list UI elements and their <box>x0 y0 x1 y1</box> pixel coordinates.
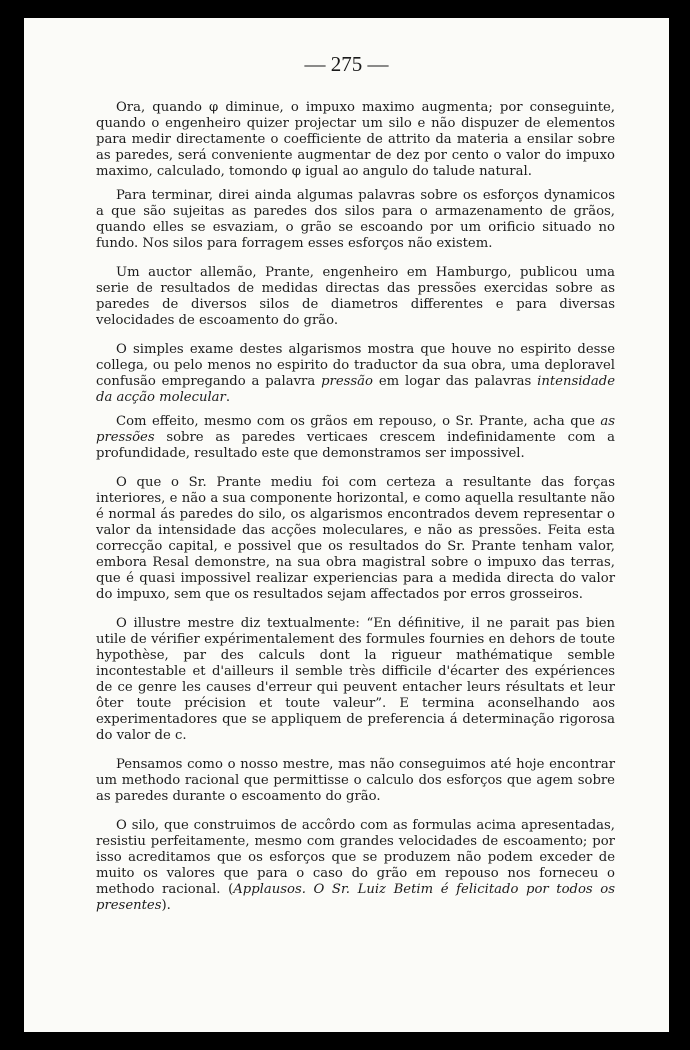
paragraph-6: O que o Sr. Prante mediu foi com certeza a resultante das forças interiores, e não a sua componente horizontal, e como aquella resultante não é normal ás paredes do silo, os algarismos encontrados devem representar o valor da intensidade das acções moleculares, e não as pressões. Feita esta correcção capital, e possivel que os resultados do Sr. Prante tenham valor, embora Resal demonstre, na sua obra magistral sobre o impuxo das terras, que é quasi impossivel realizar experiencias para a medida directa do valor do impuxo, sem que os resultados sejam affectados por erros grosseiros. <box>96 475 615 602</box>
paragraph-8: Pensamos como o nosso mestre, mas não conseguimos até hoje encontrar um methodo racional que permittisse o calculo dos esforços que agem sobre as paredes durante o escoamento do grão. <box>96 757 615 804</box>
paragraph-4: O simples exame destes algarismos mostra que houve no espirito desse collega, ou pelo menos no espirito do traductor da sua obra, uma deploravel confusão empregando a palavra pressão em logar das palavras intensidade da acção molecular. <box>96 342 615 405</box>
paragraph-7: O illustre mestre diz textualmente: “En définitive, il ne parait pas bien utile de vérifier expérimentalement des formules fournies en dehors de toute hypothèse, par des calculs dont la rigueur mathématique semble incontestable et d'ailleurs il semble très difficile d'écarter des expériences de ce genre les causes d'erreur qui peuvent entacher leurs résultats et leur ôter toute précision et toute valeur”. E termina aconselhando aos experimentadores que se appliquem de preferencia á determinação rigorosa do valor de c. <box>96 616 615 743</box>
page-number: — 275 — <box>304 52 389 76</box>
paragraph-3: Um auctor allemão, Prante, engenheiro em Hamburgo, publicou uma serie de resultados de medidas directas das pressões exercidas sobre as paredes de diversos silos de diametros differentes e para diversas velocidades de escoamento do grão. <box>96 265 615 328</box>
paragraph-9: O silo, que construimos de accôrdo com as formulas acima apresentadas, resistiu perfeitamente, mesmo com grandes velocidades de escoamento; por isso acreditamos que os esforços que se produzem não podem exceder de muito os valores que para o caso do grão em repouso nos forneceu o methodo racional. (Applausos. O Sr. Luiz Betim é felicitado por todos os presentes). <box>96 818 615 913</box>
book-page <box>24 18 669 1032</box>
paragraph-2: Para terminar, direi ainda algumas palavras sobre os esforços dynamicos a que são sujeitas as paredes dos silos para o armazenamento de grãos, quando elles se esvaziam, o grão se escoando por um orificio situado no fundo. Nos silos para forragem esses esforços não existem. <box>96 188 615 251</box>
body-text <box>96 100 615 914</box>
paragraph-5: Com effeito, mesmo com os grãos em repouso, o Sr. Prante, acha que as pressões sobre as paredes verticaes crescem indefinidamente com a profundidade, resultado este que demonstramos ser impossivel. <box>96 414 615 461</box>
paragraph-1: Ora, quando φ diminue, o impuxo maximo augmenta; por conseguinte, quando o engenheiro quizer projectar um silo e não dispuzer de elementos para medir directamente o coefficiente de attrito da materia a ensilar sobre as paredes, será conveniente augmentar de dez por cento o valor do impuxo maximo, calculado, tomondo φ igual ao angulo do talude natural. <box>96 100 615 179</box>
